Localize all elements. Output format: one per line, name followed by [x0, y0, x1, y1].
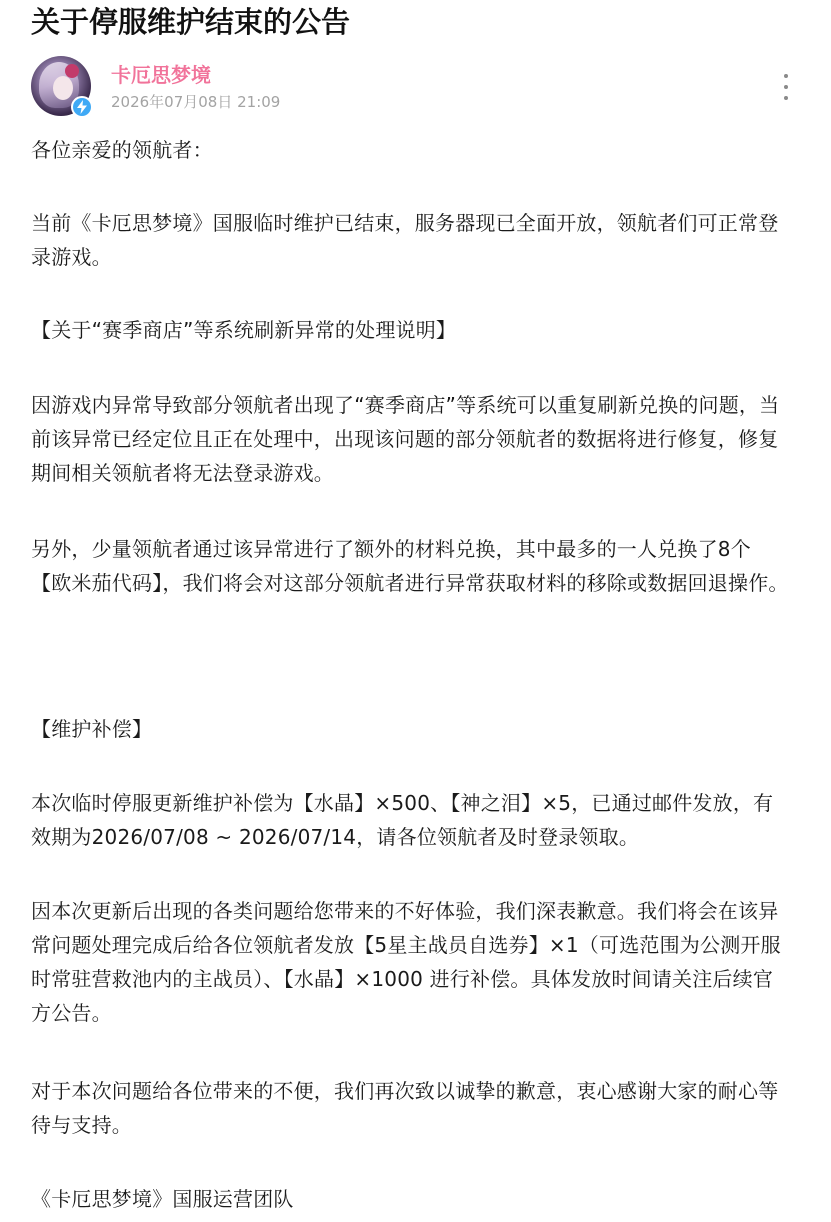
signature: 《卡厄思梦境》国服运营团队: [31, 1187, 294, 1211]
article-title: 关于停服维护结束的公告: [31, 5, 351, 39]
paragraph-apology-compensation: 因本次更新后出现的各类问题给您带来的不好体验，我们深表歉意。我们将会在该异常问题处理完成后给各位领航者发放【5星主战员自选券】×1（可选范围为公测开服时常驻营救池内的主战员）、【水晶】×1000 进行补偿。具体发放时间请关注后续官方公告。: [31, 899, 781, 1025]
post-date: 2026年07月08日 21:09: [111, 93, 281, 111]
more-dot: [784, 74, 788, 78]
paragraph-material-rollback: 另外，少量领航者通过该异常进行了额外的材料兑换，其中最多的一人兑换了8个【欧米茄代码】，我们将会对这部分领航者进行异常获取材料的移除或数据回退操作。: [31, 537, 789, 595]
section-heading-shop-issue: 【关于“赛季商店”等系统刷新异常的处理说明】: [31, 318, 457, 342]
paragraph-compensation: 本次临时停服更新维护补偿为【水晶】×500、【神之泪】×5，已通过邮件发放，有效期为2026/07/08 ~ 2026/07/14，请各位领航者及时登录领取。: [31, 791, 774, 849]
more-vertical-icon[interactable]: [781, 74, 791, 100]
more-dot: [784, 85, 788, 89]
avatar-face: [53, 76, 73, 100]
more-dot: [784, 96, 788, 100]
author-header: [31, 56, 791, 118]
author-name[interactable]: 卡厄思梦境: [111, 63, 211, 87]
paragraph-maintenance-ended: 当前《卡厄思梦境》国服临时维护已结束，服务器现已全面开放，领航者们可正常登录游戏。: [31, 211, 779, 269]
paragraph-closing-apology: 对于本次问题给各位带来的不便，我们再次致以诚挚的歉意，衷心感谢大家的耐心等待与支持。: [31, 1079, 779, 1137]
paragraph-greeting: 各位亲爱的领航者：: [31, 138, 213, 162]
avatar-accent: [65, 64, 79, 78]
paragraph-shop-issue: 因游戏内异常导致部分领航者出现了“赛季商店”等系统可以重复刷新兑换的问题，当前该异常已经定位且正在处理中，出现该问题的部分领航者的数据将进行修复，修复期间相关领航者将无法登录游戏。: [31, 393, 780, 485]
lightning-badge-icon: [71, 96, 93, 118]
section-heading-compensation: 【维护补偿】: [31, 717, 153, 741]
